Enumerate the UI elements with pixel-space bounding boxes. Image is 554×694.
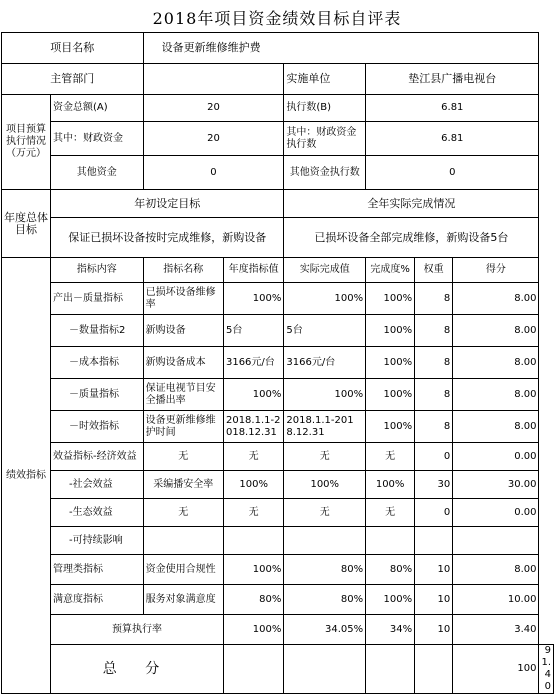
indicator-target: 无 [223, 443, 283, 471]
perf-header-cell: 年度指标值 [223, 258, 283, 283]
indicator-weight: 8 [415, 283, 453, 315]
total-score: 91.40 [539, 645, 554, 694]
budget-rate-weight: 10 [415, 615, 453, 645]
perf-header-cell: 权重 [415, 258, 453, 283]
indicator-name: 资金使用合规性 [143, 555, 223, 585]
indicator-content: -可持续影响 [51, 527, 144, 555]
indicator-score: 0.00 [453, 499, 539, 527]
indicator-score: 8.00 [453, 379, 539, 411]
indicator-content: －数量指标2 [51, 315, 144, 347]
indicator-content: 管理类指标 [51, 555, 144, 585]
budget-other-value: 0 [143, 156, 284, 190]
indicator-actual [284, 527, 366, 555]
budget-rate-target: 100% [223, 615, 283, 645]
perf-row [2, 315, 554, 347]
indicator-target: 100% [223, 471, 283, 499]
total-row [2, 645, 554, 694]
indicator-weight: 10 [415, 585, 453, 615]
indicator-weight: 8 [415, 347, 453, 379]
indicator-rate [366, 527, 415, 555]
total-weight: 100 [453, 645, 539, 694]
total-empty [415, 645, 453, 694]
indicator-target: 100% [223, 283, 283, 315]
budget-group-label: 项目预算执行情况（万元） [2, 95, 51, 190]
indicator-weight: 0 [415, 443, 453, 471]
indicator-content: -社会效益 [51, 471, 144, 499]
perf-header-cell: 完成度% [366, 258, 415, 283]
indicator-name [143, 527, 223, 555]
perf-row [2, 471, 554, 499]
perf-header-cell: 指标内容 [51, 258, 144, 283]
department-row [2, 64, 554, 95]
budget-row-fiscal [2, 122, 554, 156]
budget-fiscal-label: 其中：财政资金 [51, 122, 144, 156]
goal-actual-label: 全年实际完成情况 [284, 190, 539, 218]
indicator-rate: 无 [366, 499, 415, 527]
indicator-name: 新购设备 [143, 315, 223, 347]
indicator-weight: 8 [415, 315, 453, 347]
dept-value [143, 64, 284, 95]
indicator-name: 无 [143, 443, 223, 471]
indicator-weight: 8 [415, 411, 453, 443]
indicator-name: 保证电视节目安全播出率 [143, 379, 223, 411]
total-empty [366, 645, 415, 694]
indicator-score: 10.00 [453, 585, 539, 615]
indicator-name: 已损坏设备维修率 [143, 283, 223, 315]
budget-rate-label: 预算执行率 [51, 615, 224, 645]
indicator-weight: 0 [415, 499, 453, 527]
perf-row [2, 443, 554, 471]
budget-exec-label: 执行数(B) [284, 95, 366, 122]
perf-header-cell: 得分 [453, 258, 539, 283]
budget-other-label: 其他资金 [51, 156, 144, 190]
indicator-score: 8.00 [453, 555, 539, 585]
project-name-label: 项目名称 [2, 33, 144, 64]
perf-row [2, 411, 554, 443]
indicator-rate: 100% [366, 315, 415, 347]
indicator-target: 100% [223, 555, 283, 585]
perf-row [2, 499, 554, 527]
indicator-rate: 80% [366, 555, 415, 585]
perf-row [2, 347, 554, 379]
indicator-score: 8.00 [453, 411, 539, 443]
indicator-actual: 80% [284, 555, 366, 585]
perf-row [2, 527, 554, 555]
indicator-weight: 30 [415, 471, 453, 499]
indicator-actual: 无 [284, 499, 366, 527]
budget-rate-score: 3.40 [453, 615, 539, 645]
budget-rate-rate: 34% [366, 615, 415, 645]
perf-header-cell: 实际完成值 [284, 258, 366, 283]
budget-row-other [2, 156, 554, 190]
indicator-content: 满意度指标 [51, 585, 144, 615]
indicator-content: 效益指标-经济效益 [51, 443, 144, 471]
indicator-weight: 8 [415, 379, 453, 411]
budget-rate-actual: 34.05% [284, 615, 366, 645]
indicator-rate: 100% [366, 471, 415, 499]
project-name-value: 设备更新维修维护费 [143, 33, 539, 64]
budget-rate-row [2, 615, 554, 645]
indicator-target: 3166元/台 [223, 347, 283, 379]
indicator-rate: 100% [366, 585, 415, 615]
budget-row-total [2, 95, 554, 122]
indicator-name: 采编播安全率 [143, 471, 223, 499]
perf-group-label: 绩效指标 [2, 258, 51, 694]
goal-actual-text: 已损坏设备全部完成维修，新购设备5台 [284, 218, 539, 258]
unit-label: 实施单位 [284, 64, 366, 95]
indicator-name: 设备更新维修维护时间 [143, 411, 223, 443]
indicator-target [223, 527, 283, 555]
indicator-content: －成本指标 [51, 347, 144, 379]
goal-planned-label: 年初设定目标 [51, 190, 284, 218]
indicator-actual: 100% [284, 379, 366, 411]
indicator-content: -生态效益 [51, 499, 144, 527]
indicator-actual: 80% [284, 585, 366, 615]
indicator-target: 80% [223, 585, 283, 615]
goal-planned-text: 保证已损坏设备按时完成维修，新购设备 [51, 218, 284, 258]
indicator-rate: 100% [366, 411, 415, 443]
page-title: 2018年项目资金绩效目标自评表 [152, 9, 402, 28]
indicator-actual: 2018.1.1-2018.12.31 [284, 411, 366, 443]
budget-exec-fiscal-value: 6.81 [366, 122, 539, 156]
indicator-actual: 100% [284, 471, 366, 499]
dept-label: 主管部门 [2, 64, 144, 95]
budget-exec-value: 6.81 [366, 95, 539, 122]
indicator-score: 0.00 [453, 443, 539, 471]
project-name-row [2, 33, 554, 64]
total-label: 总 分 [51, 645, 224, 694]
total-empty [284, 645, 366, 694]
indicator-actual: 100% [284, 283, 366, 315]
total-empty [223, 645, 283, 694]
indicator-actual: 3166元/台 [284, 347, 366, 379]
perf-header-cell: 指标名称 [143, 258, 223, 283]
perf-row [2, 555, 554, 585]
indicator-rate: 无 [366, 443, 415, 471]
perf-row [2, 585, 554, 615]
unit-value: 垫江县广播电视台 [366, 64, 539, 95]
indicator-rate: 100% [366, 283, 415, 315]
goal-header-row [2, 190, 554, 218]
indicator-score: 8.00 [453, 347, 539, 379]
indicator-rate: 100% [366, 379, 415, 411]
perf-row [2, 283, 554, 315]
indicator-score: 30.00 [453, 471, 539, 499]
perf-row [2, 379, 554, 411]
indicator-score [453, 527, 539, 555]
budget-total-value: 20 [143, 95, 284, 122]
indicator-score: 8.00 [453, 283, 539, 315]
budget-exec-other-label: 其他资金执行数 [284, 156, 366, 190]
indicator-content: －质量指标 [51, 379, 144, 411]
indicator-target: 100% [223, 379, 283, 411]
indicator-name: 无 [143, 499, 223, 527]
indicator-name: 新购设备成本 [143, 347, 223, 379]
indicator-weight: 10 [415, 555, 453, 585]
indicator-score: 8.00 [453, 315, 539, 347]
indicator-rate: 100% [366, 347, 415, 379]
indicator-content: 产出－质量指标 [51, 283, 144, 315]
indicator-actual: 无 [284, 443, 366, 471]
indicator-target: 5台 [223, 315, 283, 347]
budget-exec-other-value: 0 [366, 156, 539, 190]
goal-content-row [2, 218, 554, 258]
indicator-name: 服务对象满意度 [143, 585, 223, 615]
goal-group-label: 年度总体目标 [2, 190, 51, 258]
perf-header-row [2, 258, 554, 283]
indicator-weight [415, 527, 453, 555]
budget-fiscal-value: 20 [143, 122, 284, 156]
indicator-content: －时效指标 [51, 411, 144, 443]
indicator-target: 2018.1.1-2018.12.31 [223, 411, 283, 443]
budget-exec-fiscal-label: 其中：财政资金执行数 [284, 122, 366, 156]
budget-total-label: 资金总额(A) [51, 95, 144, 122]
indicator-actual: 5台 [284, 315, 366, 347]
evaluation-table [1, 32, 554, 694]
indicator-target: 无 [223, 499, 283, 527]
